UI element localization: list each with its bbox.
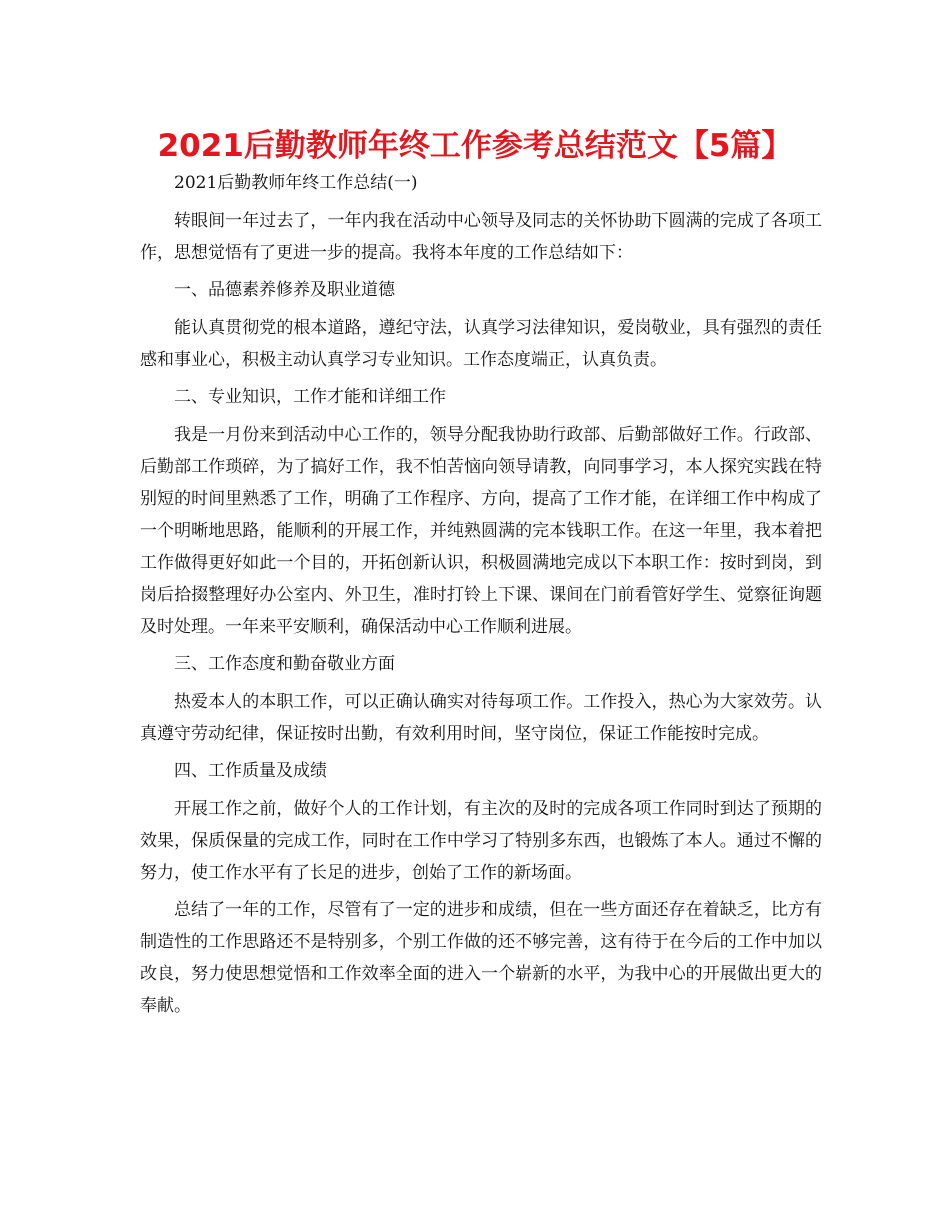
paragraph-quality: 开展工作之前，做好个人的工作计划，有主次的及时的完成各项工作同时到达了预期的效果，保质保量的完成工作，同时在工作中学习了特别多东西，也锻炼了本人。通过不懈的努力，使工作水平有了长足的进步，创始了工作的新场面。 bbox=[140, 799, 822, 883]
document-body bbox=[140, 167, 822, 1027]
heading-ethics: 一、品德素养修养及职业道德 bbox=[174, 280, 395, 300]
paragraph-conclusion: 总结了一年的工作，尽管有了一定的进步和成绩，但在一些方面还存在着缺乏，比方有制造性的工作思路还不是特别多，个别工作做的还不够完善，这有待于在今后的工作中加以改良，努力使思想觉悟和工作效率全面的进入一个崭新的水平，为我中心的开展做出更大的奉献。 bbox=[140, 900, 822, 1016]
paragraph-skills: 我是一月份来到活动中心工作的，领导分配我协助行政部、后勤部做好工作。行政部、后勤部工作琐碎，为了搞好工作，我不怕苦恼向领导请教，向同事学习，本人探究实践在特别短的时间里熟悉了工作，明确了工作程序、方向，提高了工作才能，在详细工作中构成了一个明晰地思路，能顺利的开展工作，并纯熟圆满的完本钱职工作。在这一年里，我本着把工作做得更好如此一个目的，开拓创新认识，积极圆满地完成以下本职工作：按时到岗，到岗后拾掇整理好办公室内、外卫生，准时打铃上下课、课间在门前看管好学生、觉察征询题及时处理。一年来平安顺利，确保活动中心工作顺利进展。 bbox=[140, 425, 822, 637]
paragraph-intro: 转眼间一年过去了，一年内我在活动中心领导及同志的关怀协助下圆满的完成了各项工作，思想觉悟有了更进一步的提高。我将本年度的工作总结如下： bbox=[140, 211, 822, 263]
paragraph-attitude: 热爱本人的本职工作，可以正确认确实对待每项工作。工作投入，热心为大家效劳。认真遵守劳动纪律，保证按时出勤，有效利用时间，坚守岗位，保证工作能按时完成。 bbox=[140, 692, 822, 744]
document-title: 2021后勤教师年终工作参考总结范文【5篇】 bbox=[157, 128, 793, 164]
heading-quality: 四、工作质量及成绩 bbox=[174, 761, 327, 781]
heading-skills: 二、专业知识，工作才能和详细工作 bbox=[174, 387, 446, 407]
paragraph-ethics: 能认真贯彻党的根本道路，遵纪守法，认真学习法律知识，爱岗敬业，具有强烈的责任感和事业心，积极主动认真学习专业知识。工作态度端正，认真负责。 bbox=[140, 318, 822, 370]
heading-attitude: 三、工作态度和勤奋敬业方面 bbox=[174, 654, 395, 674]
section-subtitle: 2021后勤教师年终工作总结(一) bbox=[174, 173, 418, 193]
